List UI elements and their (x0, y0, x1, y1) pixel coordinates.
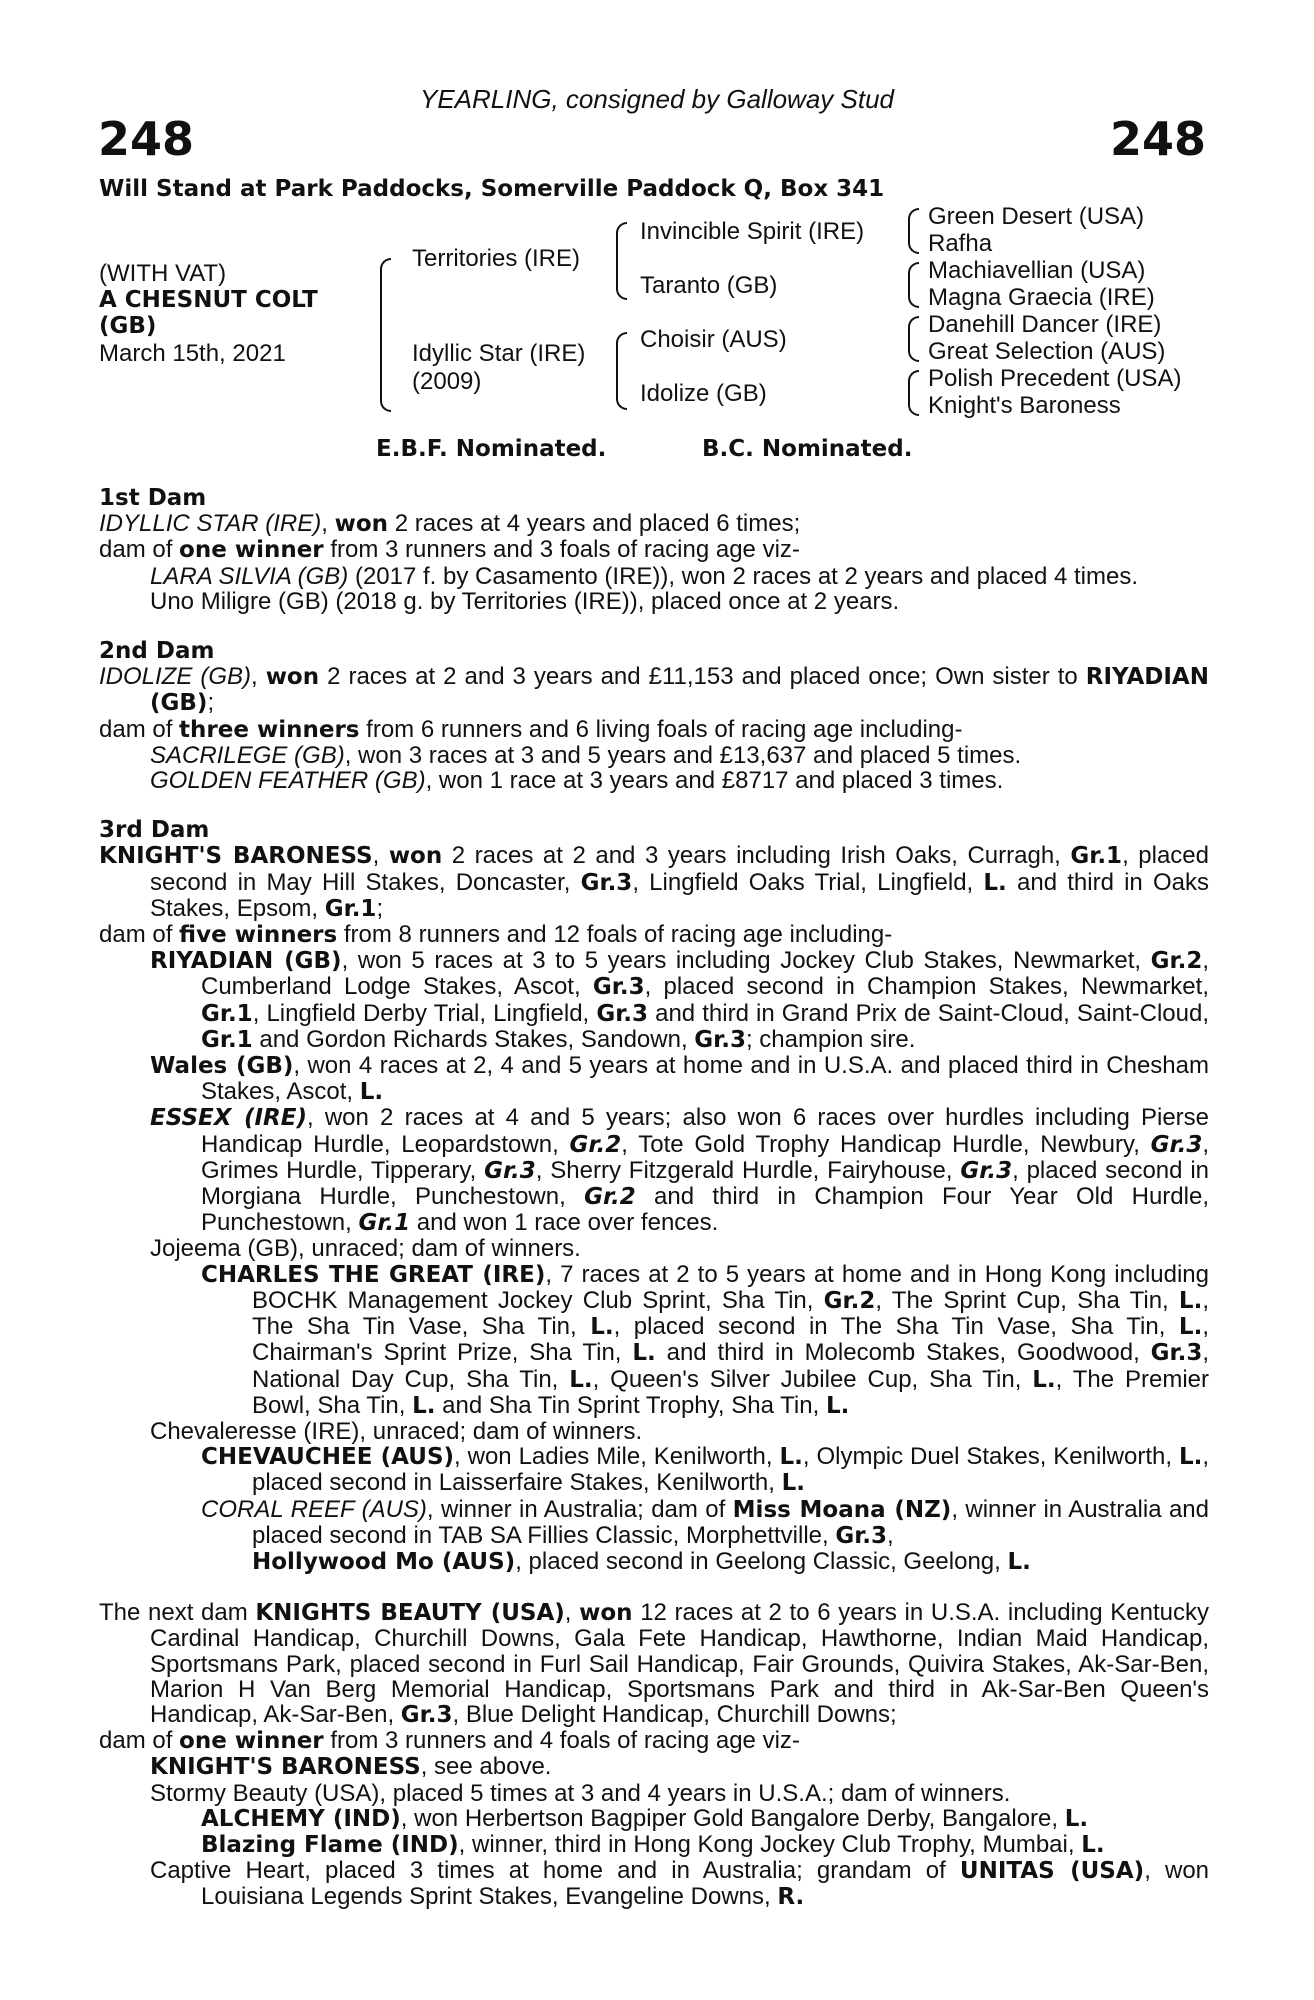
brace-g4 (908, 370, 919, 416)
third-dam-grandfoal-chevauchee: CHEVAUCHEE (AUS), won Ladies Mile, Kenilworth, L., Olympic Duel Stakes, Kenilworth, L., placed second in Laisserfaire Stakes, Kenilworth, L. (201, 1443, 1210, 1497)
second-dam-produce-summary: dam of three winners from 6 runners and 6 living foals of racing age including- (99, 715, 963, 743)
next-dam-grandfoal-alchemy: ALCHEMY (IND), won Herbertson Bagpiper Gold Bangalore Derby, Bangalore, L. (201, 1804, 1089, 1832)
horse-name: A CHESNUT COLT (99, 287, 318, 313)
first-dam-foal-1: LARA SILVIA (GB) (2017 f. by Casamento (IRE)), won 2 races at 2 years and placed 4 times. (150, 562, 1138, 590)
pedigree-sire-dam: Taranto (GB) (640, 272, 778, 299)
pedigree-dam-sire: Choisir (AUS) (640, 326, 787, 353)
next-dam-foal-knights-baroness: KNIGHT'S BARONESS, see above. (150, 1753, 552, 1781)
produce-record (99, 486, 1209, 1911)
pedigree-sire-sire: Invincible Spirit (IRE) (640, 218, 865, 245)
second-dam-record: IDOLIZE (GB), won 2 races at 2 and 3 years and £11,153 and placed once; Own sister to RIYADIAN (GB); (99, 663, 1209, 717)
lot-number-left: 248 (98, 112, 195, 166)
vat-note: (WITH VAT) (99, 260, 227, 287)
pedigree-gg8: Knight's Baroness (928, 392, 1121, 419)
first-dam-produce-summary: dam of one winner from 3 runners and 3 foals of racing age viz- (99, 536, 800, 564)
next-dam-produce-summary: dam of one winner from 3 runners and 4 foals of racing age viz- (99, 1727, 800, 1755)
ebf-nomination: E.B.F. Nominated. (376, 436, 607, 462)
consignment-line: YEARLING, consigned by Galloway Stud (419, 84, 895, 114)
next-dam-grandfoal-blazing-flame: Blazing Flame (IND), winner, third in Hong Kong Jockey Club Trophy, Mumbai, L. (201, 1830, 1105, 1858)
section-heading-3rd-dam: 3rd Dam (99, 817, 210, 844)
pedigree-gg7: Polish Precedent (USA) (928, 365, 1182, 392)
third-dam-grandfoal-charles: CHARLES THE GREAT (IRE), 7 races at 2 to 5 years at home and in Hong Kong including BOCHK Management Jockey Club Sprint, Sha Tin, Gr.2, The Sprint Cup, Sha Tin, L., The Sha Tin Vase, Sha Tin, L., placed second in The Sha Tin Vase, Sha Tin, L., Chairman's Sprint Prize, Sha Tin, L. and third in Molecomb Stakes, Goodwood, Gr.3, National Day Cup, Sha Tin, L., Queen's Silver Jubilee Cup, Sha Tin, L., The Premier Bowl, Sha Tin, L. and Sha Tin Sprint Trophy, Sha Tin, L. (201, 1260, 1210, 1419)
brace-g3 (908, 316, 919, 362)
bc-nomination: B.C. Nominated. (702, 436, 913, 462)
third-dam-foal-wales: Wales (GB), won 4 races at 2, 4 and 5 years at home and in U.S.A. and placed third in Chesham Stakes, Ascot, L. (150, 1052, 1209, 1106)
horse-name-country: (GB) (99, 313, 157, 339)
third-dam-foal-jojeema: Jojeema (GB), unraced; dam of winners. (150, 1235, 581, 1263)
pedigree-gg1: Green Desert (USA) (928, 203, 1145, 230)
first-dam-record: IDYLLIC STAR (IRE), won 2 races at 4 years and placed 6 times; (99, 510, 801, 538)
next-dam-foal-stormy-beauty: Stormy Beauty (USA), placed 5 times at 3 and 4 years in U.S.A.; dam of winners. (150, 1779, 1011, 1807)
brace-sire-line (616, 222, 627, 300)
pedigree-gg6: Great Selection (AUS) (928, 338, 1166, 365)
second-dam-foal-2: GOLDEN FEATHER (GB), won 1 race at 3 years and £8717 and placed 3 times. (150, 767, 1004, 795)
first-dam-foal-2: Uno Miligre (GB) (2018 g. by Territories (IRE)), placed once at 2 years. (150, 587, 900, 615)
brace-parents (380, 258, 391, 412)
pedigree-gg4: Magna Graecia (IRE) (928, 284, 1155, 311)
lot-number-right: 248 (1109, 112, 1206, 166)
third-dam-record: KNIGHT'S BARONESS, won 2 races at 2 and 3 years including Irish Oaks, Curragh, Gr.1, placed second in May Hill Stakes, Doncaster, Gr.3, Lingfield Oaks Trial, Lingfield, L. and third in Oaks Stakes, Epsom, Gr.1; (99, 842, 1209, 922)
foaling-date: March 15th, 2021 (99, 340, 286, 367)
third-dam-foal-chevaleresse: Chevaleresse (IRE), unraced; dam of winners. (150, 1417, 643, 1445)
pedigree-dam: Idyllic Star (IRE) (412, 340, 586, 367)
brace-g2 (908, 262, 919, 308)
pedigree-sire: Territories (IRE) (412, 245, 581, 272)
pedigree-dam-dam: Idolize (GB) (640, 380, 767, 407)
third-dam-foal-riyadian: RIYADIAN (GB), won 5 races at 3 to 5 years including Jockey Club Stakes, Newmarket, Gr.2, Cumberland Lodge Stakes, Ascot, Gr.3, placed second in Champion Stakes, Newmarket, Gr.1, Lingfield Derby Trial, Lingfield, Gr.3 and third in Grand Prix de Saint-Cloud, Saint-Cloud, Gr.1 and Gordon Richards Stakes, Sandown, Gr.3; champion sire. (150, 947, 1209, 1053)
third-dam-grandfoal-hollywood-mo: Hollywood Mo (AUS), placed second in Geelong Classic, Geelong, L. (252, 1547, 1031, 1575)
pedigree-dam-year: (2009) (412, 368, 482, 395)
second-dam-foal-1: SACRILEGE (GB), won 3 races at 3 and 5 years and £13,637 and placed 5 times. (150, 741, 1022, 769)
pedigree-gg3: Machiavellian (USA) (928, 257, 1146, 284)
third-dam-produce-summary: dam of five winners from 8 runners and 12 foals of racing age including- (99, 921, 893, 949)
pedigree-gg2: Rafha (928, 230, 993, 257)
third-dam-grandfoal-coral-reef: CORAL REEF (AUS), winner in Australia; dam of Miss Moana (NZ), winner in Australia and placed second in TAB SA Fillies Classic, Morphettville, Gr.3, (201, 1495, 1209, 1549)
pedigree-gg5: Danehill Dancer (IRE) (928, 311, 1162, 338)
section-heading-1st-dam: 1st Dam (99, 485, 207, 511)
next-dam-record: The next dam KNIGHTS BEAUTY (USA), won 12 races at 2 to 6 years in U.S.A. including Kentucky Cardinal Handicap, Churchill Downs, Gala Fete Handicap, Hawthorne, Indian Maid Handicap, Sportsmans Park, placed second in Furl Sail Handicap, Fair Grounds, Quivira Stakes, Ak-Sar-Ben, Marion H Van Berg Memorial Handicap, Sportsmans Park and third in Ak-Sar-Ben Queen's Handicap, Ak-Sar-Ben, Gr.3, Blue Delight Handicap, Churchill Downs; (99, 1599, 1209, 1728)
stand-location: Will Stand at Park Paddocks, Somerville Paddock Q, Box 341 (99, 176, 885, 202)
brace-dam-line (616, 332, 627, 410)
next-dam-foal-captive-heart: Captive Heart, placed 3 times at home and in Australia; grandam of UNITAS (USA), won Louisiana Legends Sprint Stakes, Evangeline Downs, R. (150, 1857, 1210, 1911)
brace-g1 (908, 208, 919, 254)
section-heading-2nd-dam: 2nd Dam (99, 638, 215, 665)
third-dam-foal-essex: ESSEX (IRE), won 2 races at 4 and 5 years; also won 6 races over hurdles including Pierse Handicap Hurdle, Leopardstown, Gr.2, Tote Gold Trophy Handicap Hurdle, Newbury, Gr.3, Grimes Hurdle, Tipperary, Gr.3, Sherry Fitzgerald Hurdle, Fairyhouse, Gr.3, placed second in Morgiana Hurdle, Punchestown, Gr.2 and third in Champion Four Year Old Hurdle, Punchestown, Gr.1 and won 1 race over fences. (150, 1104, 1210, 1237)
